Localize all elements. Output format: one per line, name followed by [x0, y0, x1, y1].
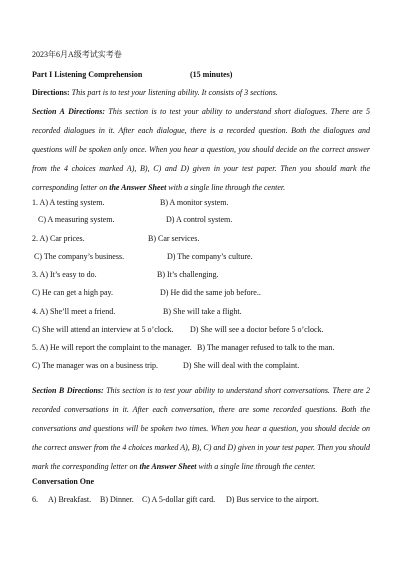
section-b-directions [32, 381, 370, 476]
q4-option-c: C) She will attend an interview at 5 o’clock. [32, 325, 174, 334]
section-b-label: Section B [32, 386, 65, 395]
section-a-emph: the Answer Sheet [109, 183, 167, 192]
part-title-text: Part I Listening Comprehension [32, 70, 143, 79]
q2-option-d: D) The company’s culture. [167, 252, 253, 261]
section-a-label: Section A [32, 107, 65, 116]
q4-option-a: 4. A) She’ll meet a friend. [32, 307, 116, 316]
section-b-text2: with a single line through the center. [196, 462, 316, 471]
q6-option-b: B) Dinner. [100, 495, 134, 504]
q4-option-b: B) She will take a flight. [163, 307, 242, 316]
q1-option-d: D) A control system. [166, 215, 233, 224]
q1-option-a: 1. A) A testing system. [32, 198, 105, 207]
q3-option-c: C) He can get a high pay. [32, 288, 114, 297]
q5-option-d: D) She will deal with the complaint. [183, 361, 300, 370]
q5-option-b: B) The manager refused to talk to the man. [197, 343, 335, 352]
conversation-one-heading: Conversation One [32, 477, 94, 486]
q5-option-c: C) The manager was on a business trip. [32, 361, 159, 370]
q1-option-b: B) A monitor system. [160, 198, 229, 207]
section-a-directions [32, 102, 370, 197]
q1-option-c: C) A measuring system. [38, 215, 115, 224]
directions-text: This part is to test your listening ability. It consists of 3 sections. [69, 88, 278, 97]
part-directions [32, 88, 372, 98]
section-a-text1: This section is to test your ability to understand short dialogues. There are 5 recorded dialogues in it. After each dialogue, there is a recorded question. Both the dialogues and questions will be spoken only once. When you hear a question, you should decide on the correct answer from the 4 choices marked A), B), C) and D) given in your test paper. Then you should mark the corresponding letter on [32, 107, 371, 192]
q6-option-a: A) Breakfast. [48, 495, 92, 504]
section-a-dir-label: Directions: [68, 107, 105, 116]
part-title [32, 70, 372, 80]
q4-option-d: D) She will see a doctor before 5 o’clock. [190, 325, 324, 334]
q6-option-d: D) Bus service to the airport. [226, 495, 319, 504]
q2-option-b: B) Car services. [148, 234, 200, 243]
q3-option-b: B) It’s challenging. [157, 270, 219, 279]
q6-option-c: C) A 5-dollar gift card. [142, 495, 216, 504]
q3-option-d: D) He did the same job before.. [160, 288, 261, 297]
q6-number: 6. [32, 495, 38, 504]
section-b-dir-label: Directions: [66, 386, 104, 395]
q5-option-a: 5. A) He will report the complaint to the manager. [32, 343, 192, 352]
q3-option-a: 3. A) It’s easy to do. [32, 270, 97, 279]
q2-option-a: 2. A) Car prices. [32, 234, 85, 243]
directions-label: Directions: [32, 88, 70, 97]
section-b-emph: the Answer Sheet [139, 462, 197, 471]
exam-header: 2023年6月A级考试实考卷 [32, 50, 122, 59]
section-a-text2: with a single line through the center. [166, 183, 286, 192]
q2-option-c: C) The company’s business. [34, 252, 125, 261]
part-time: (15 minutes) [190, 70, 233, 79]
section-b-text1: This section is to test your ability to understand short conversations. There are 2 recorded conversations in it. After each conversation, there are some recorded questions. Both the conversations and questions will be spoken two times. When you hear a question, you should decide on the correct answer from the 4 choices marked A), B), C) and D) given in your test paper. Then you should mark the corresponding letter on [32, 386, 371, 471]
